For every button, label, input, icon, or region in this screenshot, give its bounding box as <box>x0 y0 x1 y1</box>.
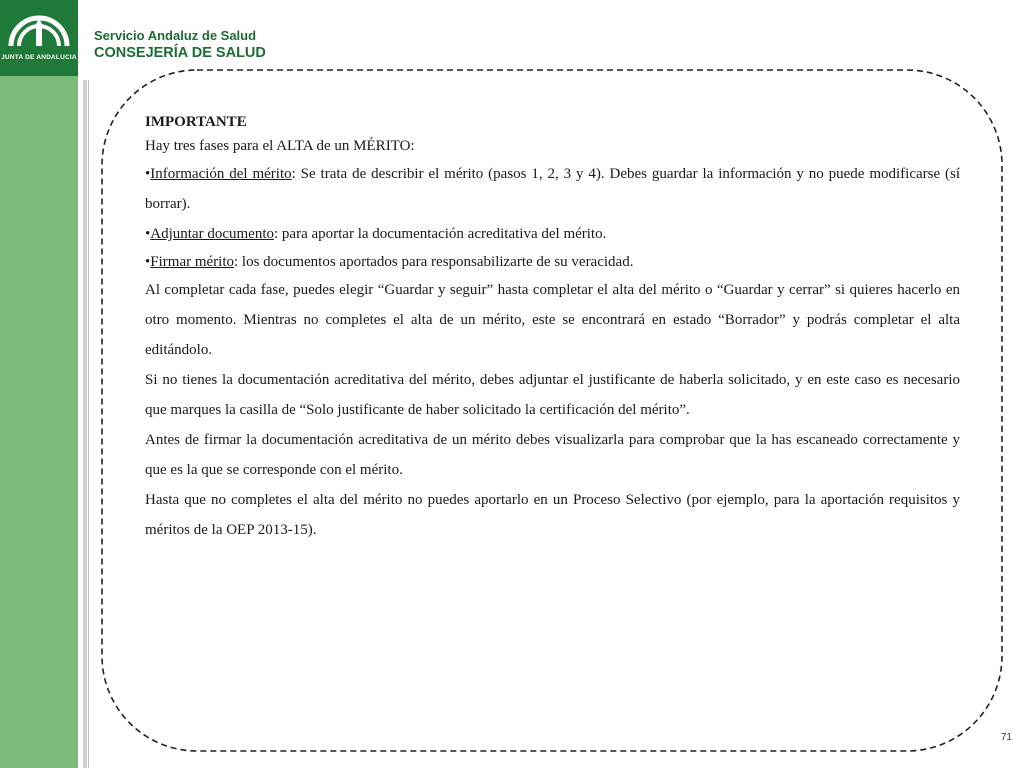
bullet-text: : para aportar la documentación acreditativa del mérito. <box>274 226 607 242</box>
content-intro: Hay tres fases para el ALTA de un MÉRITO: <box>145 138 415 154</box>
bullet-term: Firmar mérito <box>150 254 234 270</box>
bullet-term: Información del mérito <box>150 166 292 182</box>
bullet-item: •Información del mérito: Se trata de describir el mérito (pasos 1, 2, 3 y 4). Debes guardar la información y no puede modificarse (sí borrar). <box>145 166 961 212</box>
paragraph: Hasta que no completes el alta del mérito no puedes aportarlo en un Proceso Selectivo (por ejemplo, para la aportación requisitos y méritos de la OEP 2013-15). <box>145 492 960 538</box>
junta-arch-icon <box>6 6 72 52</box>
bullet-text: : los documentos aportados para responsabilizarte de su veracidad. <box>234 254 634 270</box>
junta-logo <box>0 0 78 76</box>
brand-line2: CONSEJERÍA DE SALUD <box>94 45 266 61</box>
content-title: IMPORTANTE <box>145 114 247 130</box>
bullet-text: : Se trata de describir el mérito (pasos 1, 2, 3 y 4). Debes guardar la información y no puede modificarse (sí borrar). <box>145 166 961 212</box>
paragraph: Antes de firmar la documentación acreditativa de un mérito debes visualizarla para comprobar que la has escaneado correctamente y que es la que se corresponde con el mérito. <box>145 432 960 478</box>
sidebar-divider <box>83 80 87 768</box>
bullet-item: •Firmar mérito: los documentos aportados para responsabilizarte de su veracidad. <box>145 254 634 270</box>
sidebar-divider-thin <box>88 80 89 768</box>
brand-line1: Servicio Andaluz de Salud <box>94 28 257 43</box>
paragraph: Al completar cada fase, puedes elegir “Guardar y seguir” hasta completar el alta del mérito o “Guardar y cerrar” si quieres hacerlo en otro momento. Mientras no completes el alta de un mérito, este se encontrará en estado “Borrador” y podrás completar el alta editándolo. <box>145 282 960 358</box>
left-sidebar-band <box>0 0 78 768</box>
brand-block <box>94 28 266 62</box>
logo-text: JUNTA DE ANDALUCIA <box>1 54 77 61</box>
page-number: 71 <box>1000 732 1012 743</box>
bullet-item: •Adjuntar documento: para aportar la documentación acreditativa del mérito. <box>145 226 607 242</box>
paragraph: Si no tienes la documentación acreditativa del mérito, debes adjuntar el justificante de haberla solicitado, y en este caso es necesario que marques la casilla de “Solo justificante de haber solicitado la certificación del mérito”. <box>145 372 960 418</box>
bullet-term: Adjuntar documento <box>150 226 274 242</box>
content-area <box>145 111 960 545</box>
